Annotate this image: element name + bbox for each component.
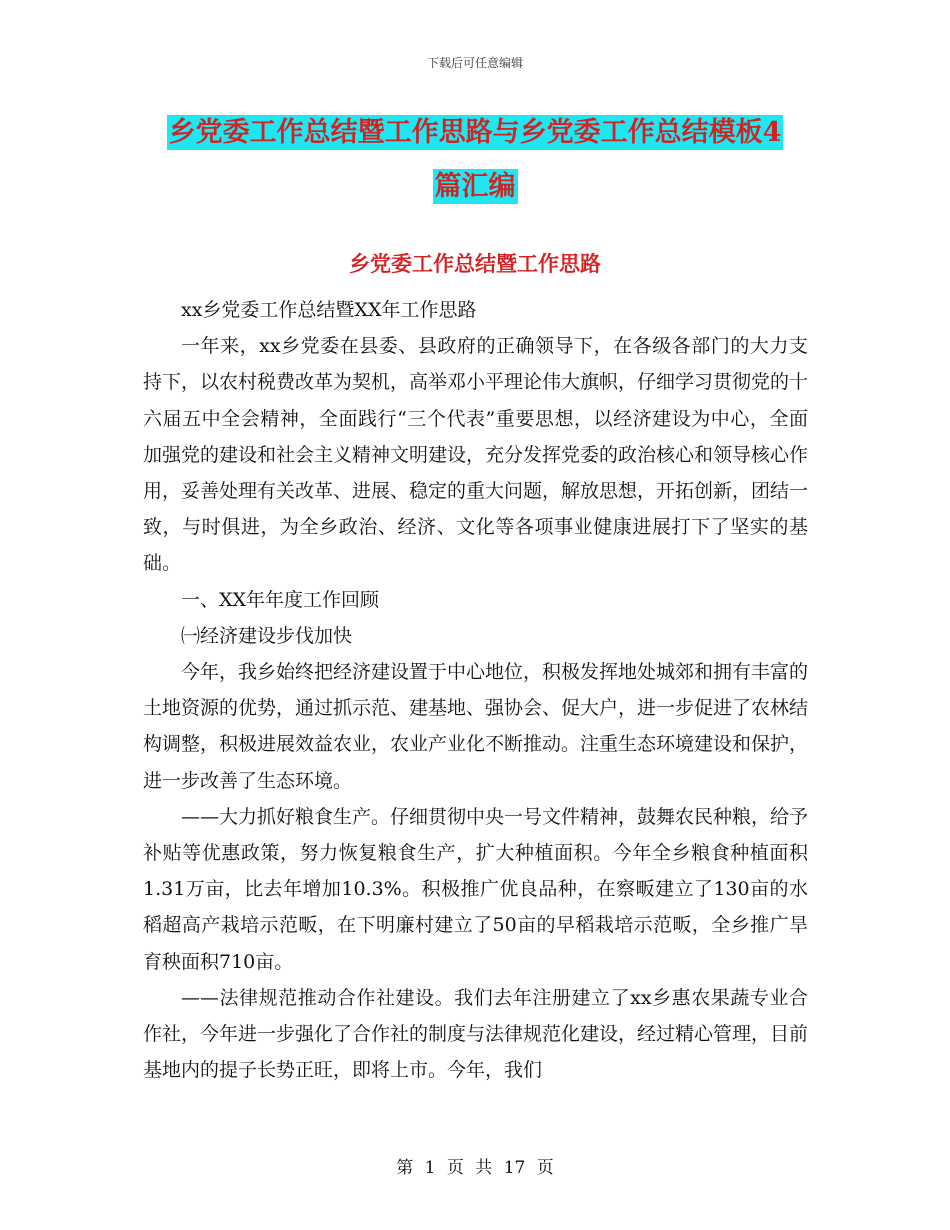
paragraph: ——大力抓好粮食生产。仔细贯彻中央一号文件精神，鼓舞农民种粮，给予补贴等优惠政策，努力恢复粮食生产，扩大种植面积。今年全乡粮食种植面积1.31万亩，比去年增加10.3%。积极推广优良品种，在察畈建立了130亩的水稻超高产栽培示范畈，在下明廉村建立了50亩的早稻栽培示范畈，全乡推广旱育秧面积710亩。 [143,805,809,973]
paragraph: 今年，我乡始终把经济建设置于中心地位，积极发挥地处城郊和拥有丰富的土地资源的优势，通过抓示范、建基地、强协会、促大户，进一步促进了农林结构调整，积极进展效益农业，农业产业化不断推动。注重生态环境建设和保护，进一步改善了生态环境。 [143,661,809,792]
section-title: 乡党委工作总结暨工作思路 [349,251,601,276]
paragraph: ㈠经济建设步伐加快 [181,624,353,647]
page-number: 第 1 页 共 17 页 [396,1158,554,1178]
paragraph: 一年来，xx乡党委在县委、县政府的正确领导下，在各级各部门的大力支持下，以农村税费改革为契机，高举邓小平理论伟大旗帜，仔细学习贯彻党的十六届五中全会精神，全面践行“三个代表”重要思想，以经济建设为中心，全面加强党的建设和社会主义精神文明建设，充分发挥党委的政治核心和领导核心作用，妥善处理有关改革、进展、稳定的重大问题，解放思想，开拓创新，团结一致，与时俱进，为全乡政治、经济、文化等各项事业健康进展打下了坚实的基础。 [143,335,809,575]
page-header-note: 下载后可任意编辑 [426,56,523,70]
paragraph: ——法律规范推动合作社建设。我们去年注册建立了xx乡惠农果蔬专业合作社，今年进一步强化了合作社的制度与法律规范化建设，经过精心管理，目前基地内的提子长势正旺，即将上市。今年，我们 [143,986,809,1082]
document-title-line-1: 乡党委工作总结暨工作思路与乡党委工作总结模板4 [168,117,782,148]
paragraph: xx乡党委工作总结暨XX年工作思路 [181,299,477,321]
document-title [140,106,810,214]
body-text [143,292,808,1088]
document-title-line-2: 篇汇编 [434,171,516,202]
paragraph: 一、XX年年度工作回顾 [181,588,380,611]
